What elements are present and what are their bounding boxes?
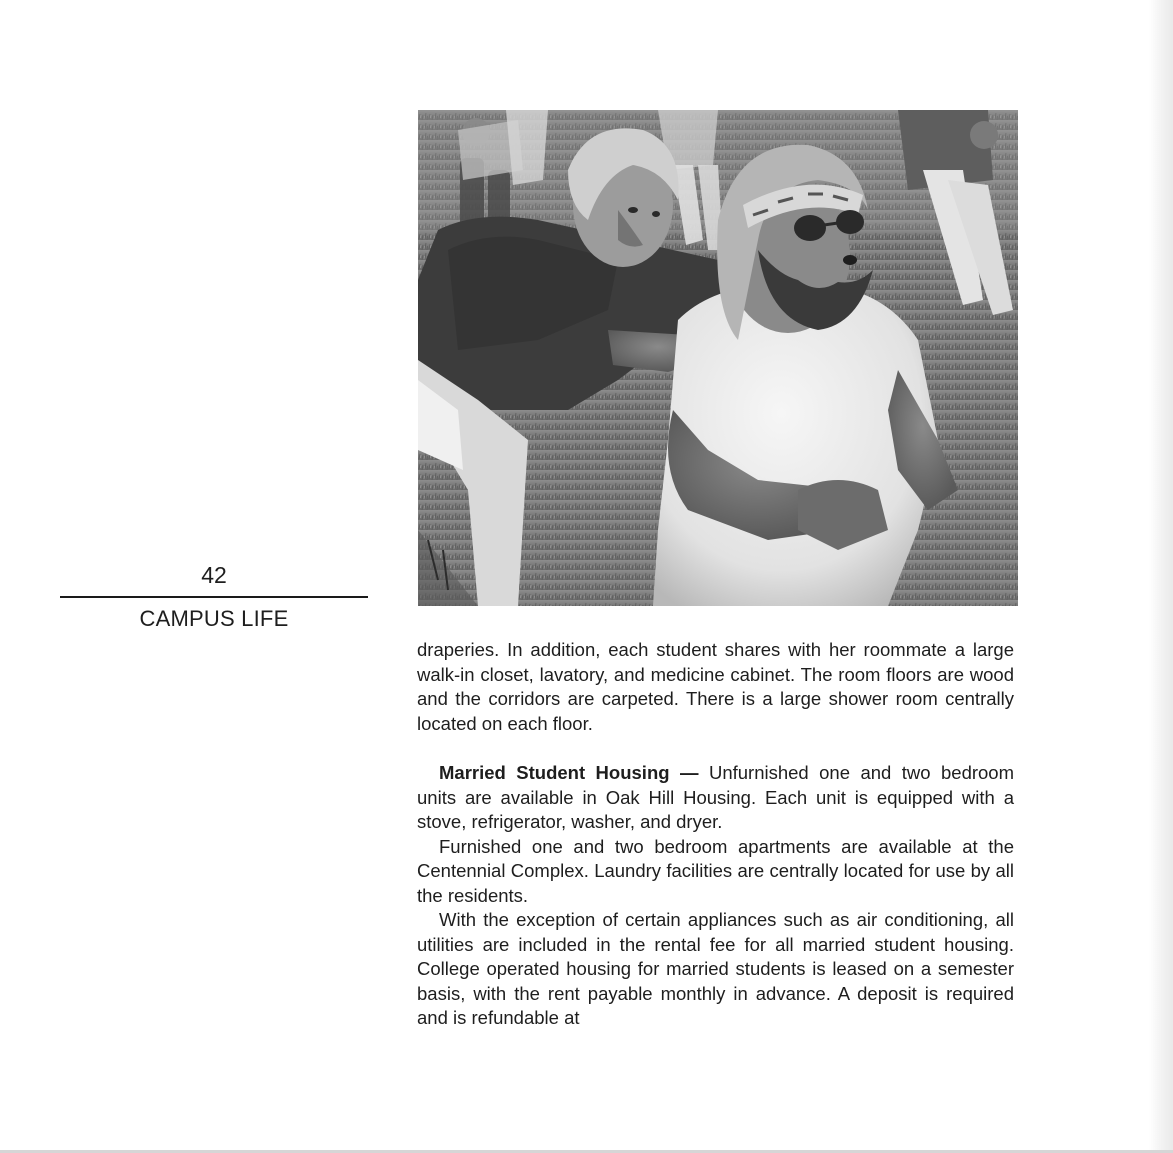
continuation-paragraph: draperies. In addition, each student shares with her roommate a large walk-in closet, lavatory, and medicine cabinet. The room floors are wood and the corridors are carpeted. There is a large shower room centrally located on each floor. bbox=[417, 639, 1014, 734]
section-title: CAMPUS LIFE bbox=[139, 606, 289, 631]
utilities-paragraph: With the exception of certain appliances such as air conditioning, all utilities are included in the rental fee for all married student housing. College operated housing for married students is leased on a semester basis, with the rent payable monthly in advance. A deposit is required and is refundable at bbox=[417, 909, 1014, 1028]
married-housing-paragraph bbox=[417, 761, 1014, 835]
body-text bbox=[417, 638, 1014, 1031]
page-number: 42 bbox=[201, 562, 227, 588]
section-divider bbox=[60, 596, 368, 598]
married-housing-heading: Married Student Housing — bbox=[439, 762, 699, 783]
campus-life-photo bbox=[418, 110, 1018, 606]
page-edge-shadow bbox=[1149, 0, 1173, 1153]
married-housing-text: Unfurnished one and two bedroom units are available in Oak Hill Housing. Each unit is equipped with a stove, refrigerator, washer, and dryer. bbox=[417, 762, 1015, 832]
furnished-apartments-paragraph: Furnished one and two bedroom apartments are available at the Centennial Complex. Laundry facilities are centrally located for use by all the residents. bbox=[417, 835, 1014, 906]
